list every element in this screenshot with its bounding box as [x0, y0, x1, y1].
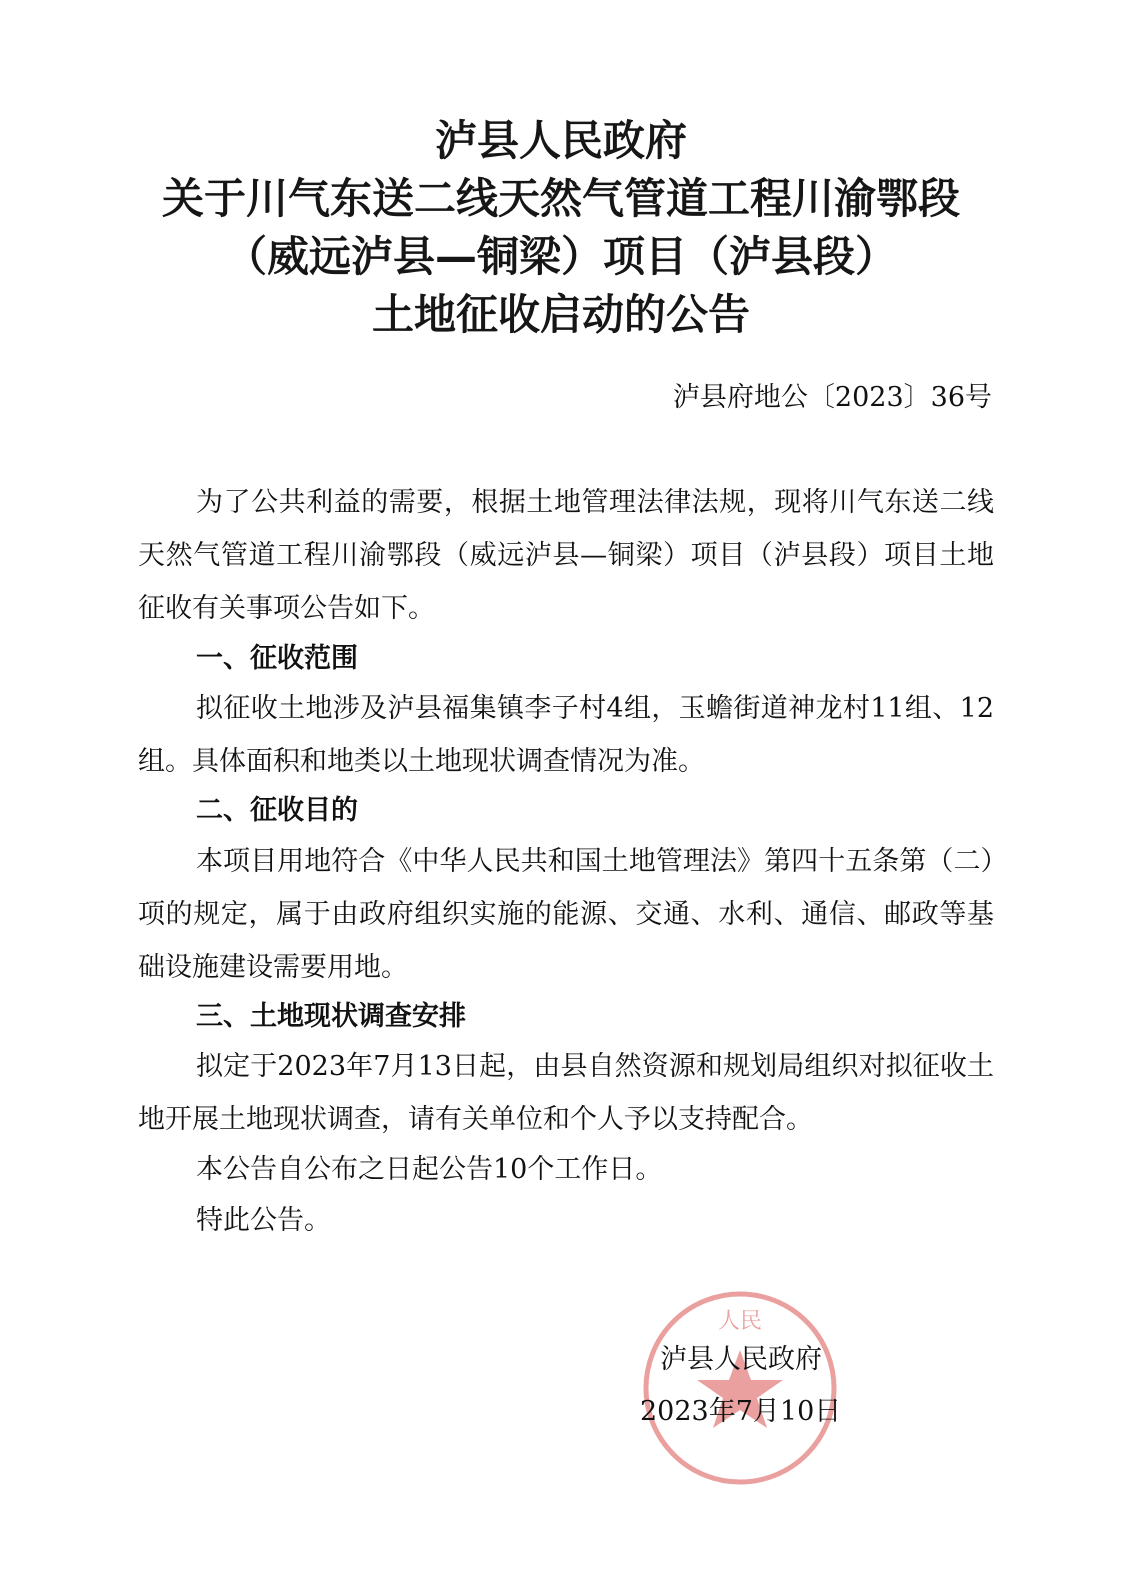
intro-paragraph: 为了公共利益的需要，根据土地管理法律法规，现将川气东送二线天然气管道工程川渝鄂段（威远泸县—铜梁）项目（泸县段）项目土地征收有关事项公告如下。	[138, 487, 994, 624]
closing-paragraph: 特此公告。	[196, 1205, 331, 1236]
section-body-purpose: 本项目用地符合《中华人民共和国土地管理法》第四十五条第（二）项的规定，属于由政府组织实施的能源、交通、水利、通信、邮政等基础设施建设需要用地。	[138, 846, 994, 983]
signature-organization: 泸县人民政府	[660, 1344, 822, 1375]
official-seal	[640, 1288, 840, 1488]
section-heading-scope: 一、征收范围	[196, 643, 358, 674]
document-number: 泸县府地公〔2023〕36号	[672, 382, 992, 413]
seal-text: 人民	[717, 1309, 763, 1334]
title-line-1: 泸县人民政府	[434, 116, 687, 165]
section-body-survey: 拟定于2023年7月13日起，由县自然资源和规划局组织对拟征收土地开展土地现状调查，请有关单位和个人予以支持配合。	[138, 1051, 994, 1135]
section-body-scope: 拟征收土地涉及泸县福集镇李子村4组，玉蟾街道神龙村11组、12组。具体面积和地类以土地现状调查情况为准。	[138, 693, 994, 777]
notice-period-paragraph: 本公告自公布之日起公告10个工作日。	[196, 1154, 663, 1185]
title-line-2: 关于川气东送二线天然气管道工程川渝鄂段	[161, 174, 960, 223]
section-heading-survey: 三、土地现状调查安排	[196, 1001, 466, 1032]
title-line-3: （威远泸县—铜梁）项目（泸县段）	[224, 232, 897, 281]
signature-date: 2023年7月10日	[640, 1396, 842, 1427]
notice-title	[0, 112, 1122, 344]
title-line-4: 土地征收启动的公告	[371, 290, 750, 339]
section-heading-purpose: 二、征收目的	[196, 795, 358, 826]
